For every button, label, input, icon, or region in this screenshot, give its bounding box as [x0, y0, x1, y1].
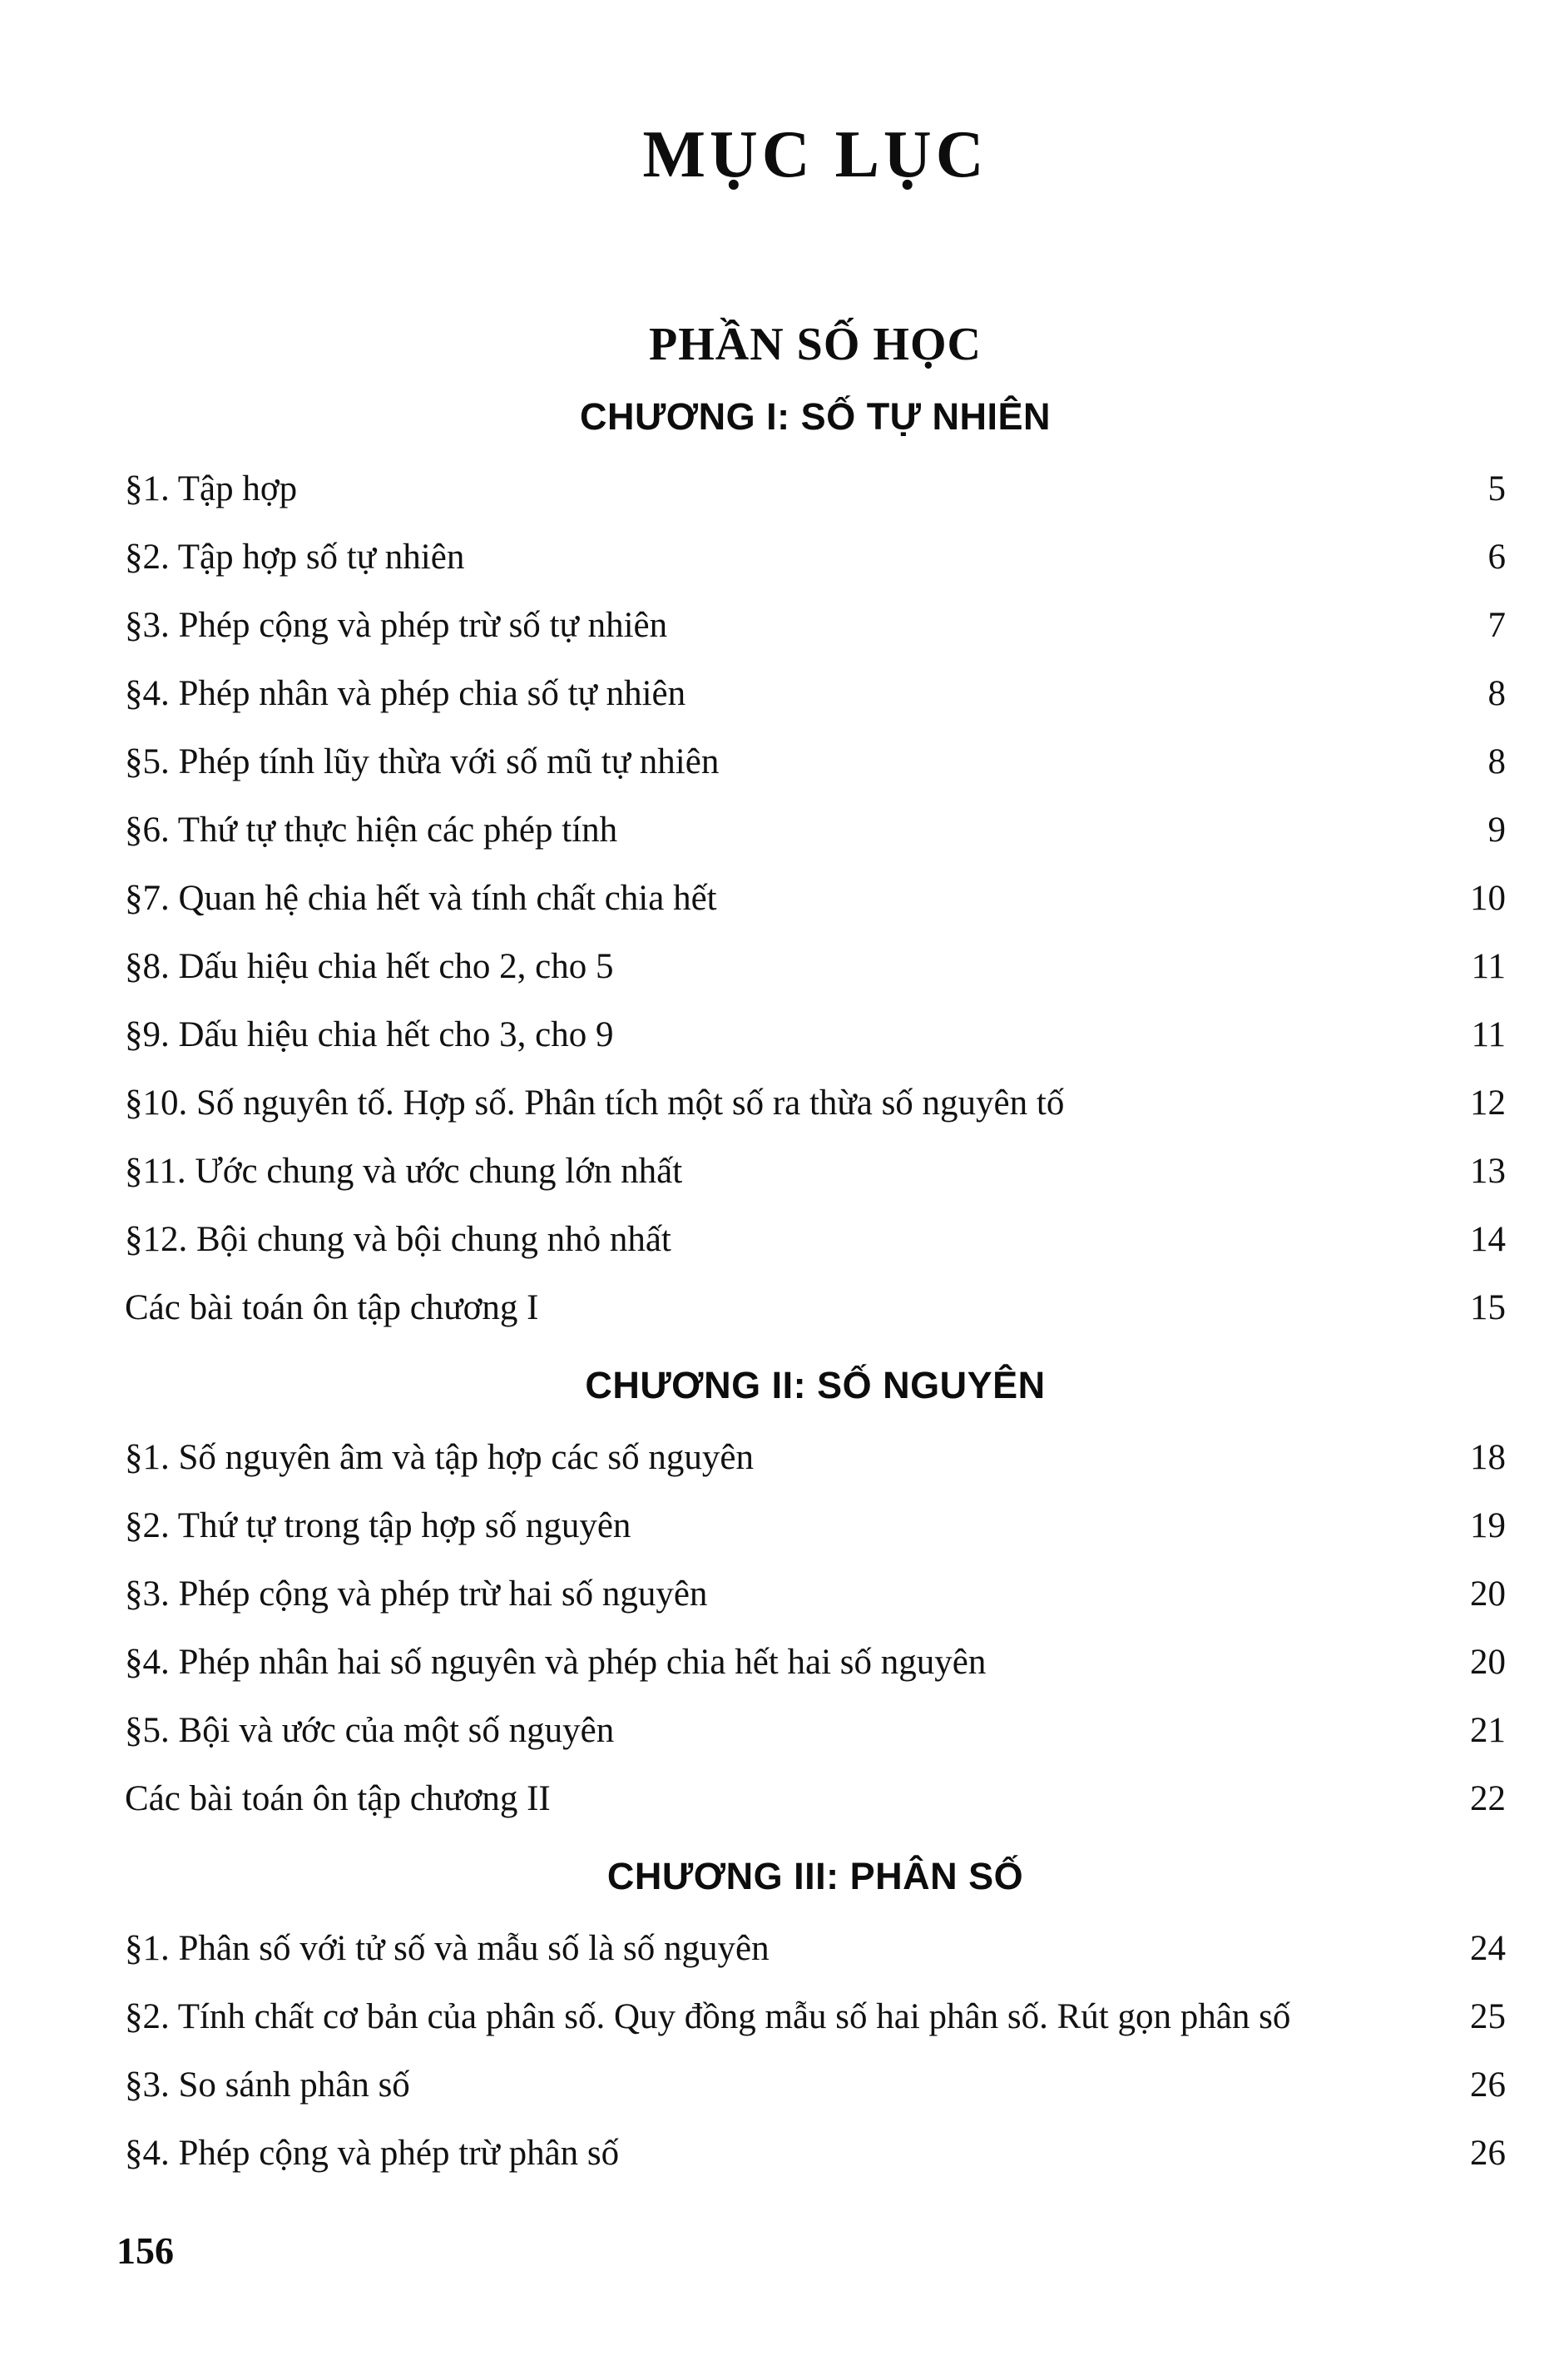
toc-entry [125, 1138, 1506, 1206]
toc-entry [125, 455, 1506, 523]
toc-entry-page: 13 [1470, 1152, 1506, 1192]
chapters-container [125, 395, 1506, 2188]
toc-entry [125, 865, 1506, 933]
toc-entry-page: 26 [1470, 2065, 1506, 2105]
toc-entry-label: §4. Phép nhân và phép chia số tự nhiên [125, 674, 686, 714]
toc-chapter [125, 1855, 1506, 2188]
toc-entry-label: §3. Phép cộng và phép trừ hai số nguyên [125, 1574, 708, 1614]
toc-entry-label: §10. Số nguyên tố. Hợp số. Phân tích một số ra thừa số nguyên tố [125, 1083, 1065, 1123]
toc-entry-page: 14 [1470, 1220, 1506, 1260]
toc-entry-page: 15 [1470, 1288, 1506, 1328]
toc-entry-page: 9 [1487, 811, 1506, 850]
toc-entry [125, 1069, 1506, 1138]
part-title: PHẦN SỐ HỌC [649, 319, 982, 370]
chapter-entries [125, 1915, 1506, 2188]
toc-entry-page: 5 [1487, 469, 1506, 509]
toc-entry [125, 1915, 1506, 1983]
toc-entry [125, 660, 1506, 728]
toc-chapter [125, 1364, 1506, 1833]
toc-entry [125, 2120, 1506, 2188]
footer-page-number: 156 [116, 2229, 174, 2272]
toc-entry [125, 1424, 1506, 1492]
toc-entry-label: §2. Tập hợp số tự nhiên [125, 538, 465, 578]
chapter-entries [125, 1424, 1506, 1833]
toc-entry-page: 12 [1470, 1083, 1506, 1123]
toc-entry [125, 592, 1506, 660]
toc-entry-page: 19 [1470, 1506, 1506, 1546]
toc-entry [125, 1001, 1506, 1069]
toc-entry [125, 933, 1506, 1001]
toc-entry-page: 18 [1470, 1438, 1506, 1478]
toc-entry-label: §8. Dấu hiệu chia hết cho 2, cho 5 [125, 947, 614, 987]
chapter-entries [125, 455, 1506, 1342]
toc-entry [125, 1274, 1506, 1342]
toc-entry-page: 8 [1487, 742, 1506, 782]
toc-entry [125, 1629, 1506, 1697]
toc-entry-page: 20 [1470, 1643, 1506, 1683]
toc-entry-page: 25 [1470, 1997, 1506, 2037]
toc-entry-label: Các bài toán ôn tập chương II [125, 1779, 551, 1819]
toc-entry-label: §12. Bội chung và bội chung nhỏ nhất [125, 1220, 671, 1260]
chapter-heading: CHƯƠNG II: SỐ NGUYÊN [585, 1364, 1046, 1406]
toc-entry [125, 1983, 1506, 2051]
toc-entry-page: 8 [1487, 674, 1506, 714]
toc-entry-label: §3. So sánh phân số [125, 2065, 410, 2105]
toc-entry [125, 1560, 1506, 1629]
toc-entry-page: 10 [1470, 879, 1506, 919]
toc-entry [125, 1492, 1506, 1560]
toc-chapter [125, 395, 1506, 1342]
toc-entry-label: §4. Phép cộng và phép trừ phân số [125, 2134, 620, 2174]
toc-entry-page: 24 [1470, 1929, 1506, 1969]
toc-entry-label: §2. Thứ tự trong tập hợp số nguyên [125, 1506, 631, 1546]
toc-entry-label: §1. Số nguyên âm và tập hợp các số nguyên [125, 1438, 754, 1478]
toc-entry-page: 11 [1471, 1015, 1506, 1055]
toc-entry-page: 21 [1470, 1711, 1506, 1751]
toc-entry [125, 728, 1506, 796]
toc-entry [125, 523, 1506, 592]
toc-entry [125, 1206, 1506, 1274]
toc-entry-page: 6 [1487, 538, 1506, 578]
toc-entry-label: §4. Phép nhân hai số nguyên và phép chia hết hai số nguyên [125, 1643, 987, 1683]
toc-entry-page: 20 [1470, 1574, 1506, 1614]
toc-entry-label: §5. Phép tính lũy thừa với số mũ tự nhiên [125, 742, 720, 782]
toc-entry-label: §6. Thứ tự thực hiện các phép tính [125, 811, 618, 850]
toc-entry [125, 2051, 1506, 2120]
page-title: MỤC LỤC [642, 118, 988, 191]
toc-entry-label: §7. Quan hệ chia hết và tính chất chia hết [125, 879, 717, 919]
toc-entry-page: 26 [1470, 2134, 1506, 2174]
toc-entry-label: §5. Bội và ước của một số nguyên [125, 1711, 615, 1751]
toc-entry-label: §2. Tính chất cơ bản của phân số. Quy đồng mẫu số hai phân số. Rút gọn phân số [125, 1997, 1291, 2037]
toc-entry [125, 796, 1506, 865]
toc-entry-label: §9. Dấu hiệu chia hết cho 3, cho 9 [125, 1015, 614, 1055]
chapter-heading: CHƯƠNG I: SỐ TỰ NHIÊN [579, 395, 1052, 438]
toc-entry-label: §3. Phép cộng và phép trừ số tự nhiên [125, 606, 668, 646]
toc-entry-label: §1. Tập hợp [125, 469, 298, 509]
toc-entry [125, 1765, 1506, 1833]
toc-entry-page: 22 [1470, 1779, 1506, 1819]
toc-entry-label: §11. Ước chung và ước chung lớn nhất [125, 1152, 683, 1192]
toc-entry [125, 1697, 1506, 1765]
toc-entry-page: 11 [1471, 947, 1506, 987]
chapter-heading: CHƯƠNG III: PHÂN SỐ [606, 1855, 1024, 1897]
toc-entry-label: §1. Phân số với tử số và mẫu số là số nguyên [125, 1929, 770, 1969]
toc-entry-label: Các bài toán ôn tập chương I [125, 1288, 539, 1328]
toc-entry-page: 7 [1487, 606, 1506, 646]
